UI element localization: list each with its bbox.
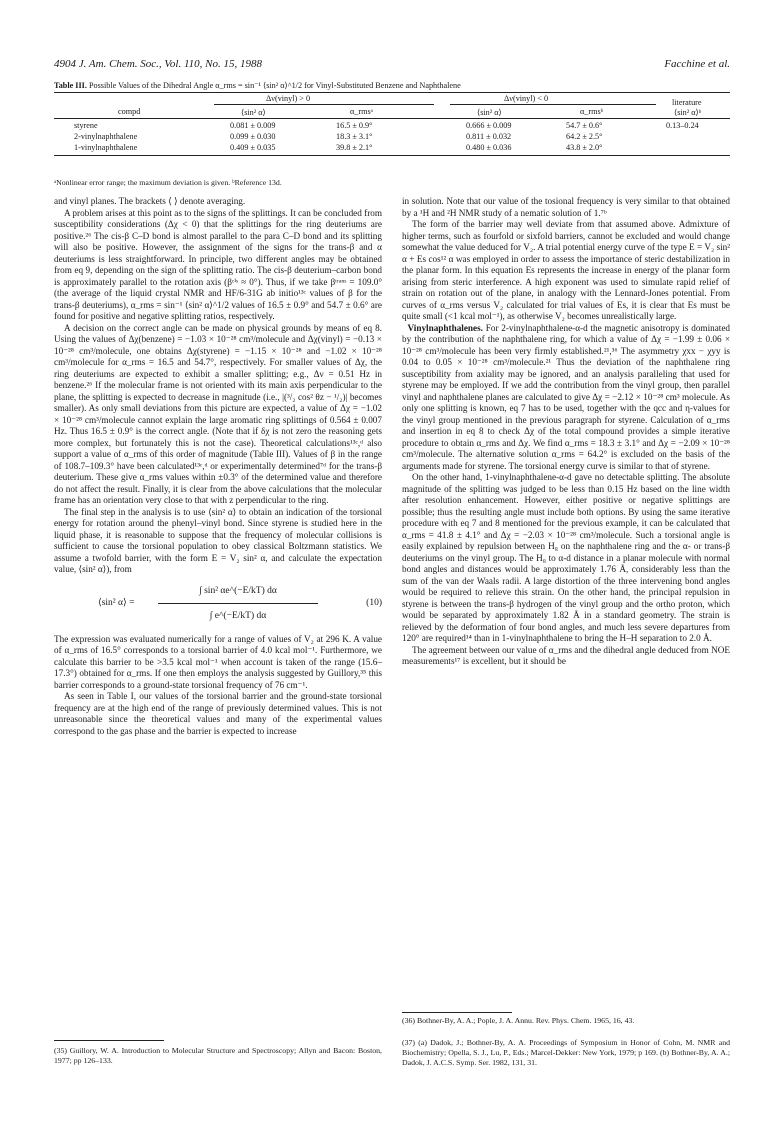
paragraph: As seen in Table I, our values of the torsional barrier and the ground-state torsional frequency are at the high end of the range of previously determined values. This is not unreasonable since the theoretical values and many of the experimental values correspond to the gas phase and the barrier is expected to increase (54, 691, 382, 736)
row-arms-neg: 64.2 ± 2.5° (566, 132, 603, 141)
paragraph: and vinyl planes. The brackets ⟨ ⟩ denote averaging. (54, 196, 246, 206)
table-caption (54, 80, 730, 90)
paragraph: On the other hand, 1-vinylnaphthalene-α-d gave no detectable splitting. The absolute magnitude of the splitting was judged to be less than 0.15 Hz based on the line width after resolution enhancement. However, either positive or negative splittings are possible; thus the resulting angle must include both options. By using the same iterative procedure with eq 7 and 8 mentioned for the previous example, it can be calculated that α_rms = 41.8 ± 4.1° and Δχ = −2.03 × 10⁻²⁸ cm³/molecule. Such a torsional angle is easily explained by repulsion between H₈ on the naphthalene ring and the α- or trans-β deuteriums on the vinyl group. The H₈ to α-d distance in a planar molecule with normal bond angles and distances would be approximately 1.76 Å, considerably less than the sum of the van der Waals radii. A large distortion of the three intervening bond angles would be required to relieve this strain. On the other hand, the principal repulsion in styrene is between the trans-β hydrogen of the vinyl group and the ortho proton, which would be separated by approximately 1.82 Å in a standard geometry. The strain is relieved by the deformation of four bond angles, and much less severe departures from 120° are required¹⁴ than in 1-vinylnaphthalene to bring the H–H separation to 2.0 Å. (402, 472, 730, 643)
table-top-rule (54, 92, 730, 93)
row-sin-neg: 0.666 ± 0.009 (466, 121, 512, 130)
paragraph-text: For 2-vinylnaphthalene-α-d the magnetic anisotropy is dominated by the contribution of the naphthalene ring, for which a value of Δχ = −1.99 ± 0.06 × 10⁻²⁸ cm³/molecule has been very firmly established.²¹,³⁶ The asymmetry χxx − χyy is 0.04 to 0.05 × 10⁻²⁸ cm³/molecule.²¹ Thus the deviation of the naphthalene ring susceptibility from axiality may be ignored, and an analysis paralleling that used for styrene may be employed. If we add the contribution from the vinyl group, then parallel vinyl and naphthalene planes are calculated to give Δχ = −2.12 × 10⁻²⁸ cm³ molecule. As only one splitting is known, eq 7 has to be used, together with the qcc and η-values for the vinyl group mentioned in the previous paragraph for styrene. Calculation of α_rms and insertion in eq 8 to check Δχ of the total compound provides a simple iterative procedure to obtain α_rms and Δχ. We find α_rms = 18.3 ± 3.1° and Δχ = −2.09 × 10⁻²⁸ cm³/molecule. The alternative solution α_rms = 64.2° is excluded on the basis of the arguments made for styrene. The torsional energy curve is similar to that of styrene. (402, 322, 731, 471)
table-footnote: ᵃNonlinear error range; the maximum deviation is given. ᵇReference 13d. (54, 178, 282, 187)
header-citation: 4904 J. Am. Chem. Soc., Vol. 110, No. 15, 1988 (54, 58, 262, 70)
group-rule-positive (214, 104, 434, 105)
paragraph: The agreement between our value of α_rms and the dihedral angle deduced from NOE measurements¹⁷ is excellent, but it should be (402, 644, 730, 666)
col-sin-pos: ⟨sin² α⟩ (241, 108, 266, 117)
group-header-negative: Δν(vinyl) < 0 (504, 94, 549, 103)
paragraph: The final step in the analysis is to use ⟨sin² α⟩ to obtain an indication of the torsional energy for rotation around the phenyl–vinyl bond. Since styrene is studied here in the liquid phase, it is reasonable to suppose that the frequency of molecular collisions is sufficient to cause the torsional population to obey classical Boltzmann statistics. We assume a twofold barrier, with the form E = V₂ sin² α, and calculate the expectation value, ⟨sin² α⟩), from (54, 506, 382, 574)
group-header-positive: Δν(vinyl) > 0 (266, 94, 311, 103)
col-literature-top: literature (672, 98, 702, 107)
header-authors: Facchine et al. (664, 58, 730, 70)
row-arms-pos: 39.8 ± 2.1° (336, 143, 373, 152)
row-sin-neg: 0.811 ± 0.032 (466, 132, 512, 141)
equation-numerator: ∫ sin² αe^(−E/kT) dα (199, 585, 277, 596)
col-compd: compd (118, 107, 141, 116)
paragraph: A decision on the correct angle can be made on physical grounds by means of eq 8. Using the values of Δχ(benzene) = −1.03 × 10⁻²⁸ cm³/molecule and Δχ(vinyl) = −0.13 × 10⁻²⁸ cm³/molecule, one obtains Δχ(styrene) = −1.15 × 10⁻²⁸ and −1.02 × 10⁻²⁸ cm³/molecule for α_rms = 16.5 and 54.7°, respectively. For smaller values of Δχ, the ring deuteriums are expected to exhibit a smaller splitting; e.g., Δν = 0.51 Hz in benzene.²⁶ If the molecular frame is not oriented with its main axis perpendicular to the plane, the splitting is expected to decrease in magnitude (i.e., |(³/₂ cos² θz − ¹/₂)| becomes smaller). As only small deviations from this picture are expected, a value of Δχ = −1.02 × 10⁻²⁸ cm³/molecule cannot explain the large aromatic ring splittings of 0.564 ± 0.007 Hz. Thus 16.5 ± 0.9° is the correct angle. (Note that if δχ is not zero the reasoning gets more complex, but fortunately this is not the case). Theoretical calculations¹³ᶜ,ᵈ also support a value of α_rms of this order of magnitude (Table III). Values of β in the range of 108.7–109.3° have been calculated¹³ᶜ,ᵈ or experimentally determined⁷ᵈ for the trans-β deuterium. These give α_rms values within ±0.3° of the determined value and therefore do not affect the result. Finally, it is clear from the above calculations that the molecular frame has an orientation very close to that with z perpendicular to the ring. (54, 322, 382, 505)
group-rule-negative (450, 104, 656, 105)
table-header-rule (54, 118, 730, 119)
table-bottom-rule (54, 155, 730, 156)
row-arms-neg: 43.8 ± 2.0° (566, 143, 603, 152)
footnote-rule-left (54, 1040, 164, 1041)
paragraph: A problem arises at this point as to the signs of the splittings. It can be concluded from susceptibility considerations (Δχ < 0) that the splittings for the ring deuteriums are positive.²⁶ The cis-β C–D bond is almost parallel to the para C–D bond and its splitting will also be positive. However, the assignment of the signs for the trans-β and α deuteriums is less straightforward. In principle, two different angles may be obtained from eq 9, depending on the sign of the splitting ratio. The cis-β deuterium–carbon bond is approximately parallel to the rotation axis (βᶜⁱˢ ≈ 0°). Thus, if we take βᵗʳᵃⁿˢ = 109.0° (the average of the liquid crystal NMR and HF/6-31G ab initio¹³ᶜ values of β for the trans-β deuteriums), α_rms = sin⁻¹ ⟨sin² α⟩^1/2 values of 16.5 ± 0.9° and 54.7 ± 0.6° are found for positive and negative splitting ratios, respectively. (54, 207, 382, 321)
paragraph: The expression was evaluated numerically for a range of values of V₂ at 296 K. A value of α_rms of 16.5° corresponds to a torsional barrier of 4.0 kcal mol⁻¹. Furthermore, we calculate this barrier to be >3.5 kcal mol⁻¹ when account is taken of the range (15.6–17.3°) obtained for α_rms. If one then employs the analysis suggested by Guillory,³⁵ this barrier corresponds to a ground-state torsional frequency of 76 cm⁻¹. (54, 633, 382, 690)
footnote-37: (37) (a) Dadok, J.; Bothner-By, A. A. Proceedings of Symposium in Honor of Cohn, M. NMR and Biochemistry; Opella, S. J., Lu, P., Eds.; Marcel-Dekker: New York, 1979; p 169. (b) Bothner-By, A. A.; Dadok, J. A.C.S. Symp. Ser. 1982, 131, 31. (402, 1038, 730, 1067)
row-sin-pos: 0.099 ± 0.030 (230, 132, 276, 141)
table-caption-text: Possible Values of the Dihedral Angle α_rms = sin⁻¹ ⟨sin² α⟩^1/2 for Vinyl-Substituted Benzene and Naphthalene (88, 81, 461, 90)
right-column (402, 196, 730, 668)
journal-page (54, 0, 730, 1128)
fraction-bar (158, 603, 318, 604)
equation-10 (54, 580, 382, 630)
footnote-36: (36) Bothner-By, A. A.; Pople, J. A. Annu. Rev. Phys. Chem. 1965, 16, 43. (402, 1016, 635, 1025)
row-arms-neg: 54.7 ± 0.6° (566, 121, 603, 130)
row-sin-pos: 0.409 ± 0.035 (230, 143, 276, 152)
row-compd: styrene (74, 121, 98, 130)
equation-denominator: ∫ e^(−E/kT) dα (209, 610, 267, 621)
paragraph (402, 323, 730, 473)
row-compd: 1-vinylnaphthalene (74, 143, 138, 152)
row-compd: 2-vinylnaphthalene (74, 132, 138, 141)
row-sin-pos: 0.081 ± 0.009 (230, 121, 276, 130)
section-heading: Vinylnaphthalenes. (407, 322, 483, 333)
table-caption-label: Table III. (54, 81, 87, 90)
equation-number: (10) (366, 597, 382, 608)
left-column (54, 196, 382, 737)
equation-lhs: ⟨sin² α⟩ = (98, 597, 135, 608)
row-literature: 0.13–0.24 (666, 121, 699, 130)
footnote-35: (35) Guillory, W. A. Introduction to Molecular Structure and Spectroscopy; Allyn and Bacon: Boston, 1977; pp 126–133. (54, 1046, 382, 1065)
paragraph: The form of the barrier may well deviate from that assumed above. Admixture of higher terms, such as fourfold or sixfold barriers, cannot be excluded and would change somewhat the value deduced for V₂. A trial potential energy curve of the type E = V₂ sin² α + Es cos¹² α was employed in order to assess the importance of steric destabilization in the planar form. In this equation Es represents the increase in energy of the planar form arising from steric interference. A high exponent was used to simulate rapid relief of strain on rotation out of the plane, in analogy with the Lennard-Jones potential. From curves of α_rms versus V₂ calculated for trial values of Es, it is clear that Es must be quite small (<1 kcal mol⁻¹), as otherwise V₂ becomes unrealistically large. (402, 219, 730, 321)
row-arms-pos: 16.5 ± 0.9° (336, 121, 373, 130)
equation-fraction (158, 580, 318, 627)
col-arms-neg: α_rmsᵇ (580, 107, 604, 116)
running-header (54, 58, 730, 72)
row-sin-neg: 0.480 ± 0.036 (466, 143, 512, 152)
col-arms-pos: α_rmsᵃ (350, 107, 373, 116)
col-literature-bottom: ⟨sin² α⟩ᵇ (674, 108, 702, 117)
footnote-rule-right (402, 1012, 512, 1013)
row-arms-pos: 18.3 ± 3.1° (336, 132, 373, 141)
col-sin-neg: ⟨sin² α⟩ (477, 108, 502, 117)
paragraph: in solution. Note that our value of the tosional frequency is very similar to that obtained by a ¹H and ²H NMR study of a nematic solution of 1.⁷ᵇ (402, 196, 730, 218)
